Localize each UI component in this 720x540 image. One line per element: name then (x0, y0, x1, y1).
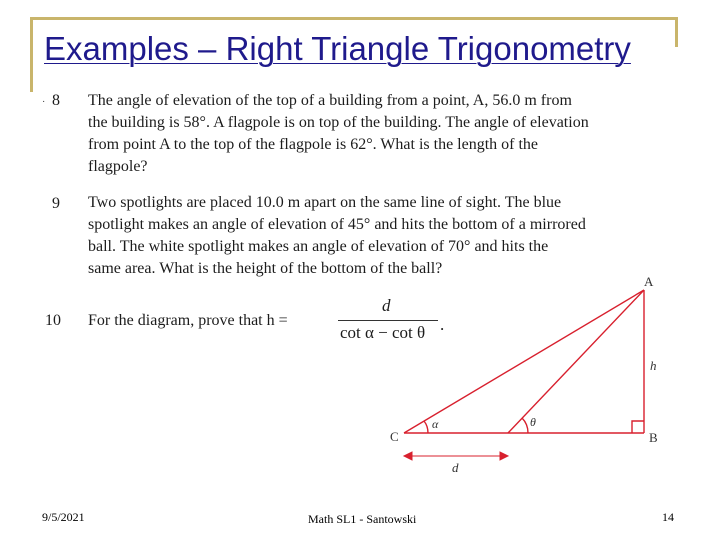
dimension-arrow-right (500, 452, 508, 460)
label-B: B (649, 430, 658, 445)
problem-number-10: 10 (45, 312, 61, 329)
label-C: C (390, 429, 399, 444)
label-alpha: α (432, 417, 439, 431)
problem-8-line-4: flagpole? (88, 158, 148, 175)
problem-8-line-1: The angle of elevation of the top of a building from a point, A, 56.0 m from (88, 92, 572, 109)
label-theta: θ (530, 415, 536, 429)
problem-8-line-3: from point A to the top of the flagpole is 62°. What is the length of the (88, 136, 539, 153)
dimension-arrow-left (404, 452, 412, 460)
problem-number-8: 8 (52, 92, 60, 109)
slide-title: Examples – Right Triangle Trigonometry (44, 30, 631, 67)
scan-artifact: · (42, 96, 46, 107)
problem-9-line-1: Two spotlights are placed 10.0 m apart on the same line of sight. The blue (88, 194, 562, 211)
footer-center: Math SL1 - Santowski (308, 512, 417, 526)
formula-period: . (440, 315, 445, 334)
label-d: d (452, 460, 459, 475)
line-theta-A (508, 290, 644, 433)
label-h: h (650, 358, 657, 373)
problem-8-line-2: the building is 58°. A flagpole is on top of the building. The angle of elevation (88, 114, 589, 131)
line-C-A (404, 290, 644, 433)
problem-number-9: 9 (52, 195, 60, 212)
label-A: A (644, 274, 654, 289)
problem-9-line-4: same area. What is the height of the bottom of the ball? (88, 260, 443, 277)
problem-9-line-2: spotlight makes an angle of elevation of 45° and hits the bottom of a mirrored (88, 216, 586, 233)
formula-denominator: cot α − cot θ (340, 323, 426, 342)
right-angle-marker (632, 421, 644, 433)
formula-numerator: d (382, 296, 391, 315)
footer-date: 9/5/2021 (42, 510, 85, 524)
alpha-arc (424, 421, 428, 433)
problem-9-line-3: ball. The white spotlight makes an angle of elevation of 70° and hits the (88, 238, 549, 255)
problem-10-text: For the diagram, prove that h = (88, 312, 288, 329)
theta-arc (522, 418, 528, 433)
footer-page-number: 14 (662, 510, 674, 524)
